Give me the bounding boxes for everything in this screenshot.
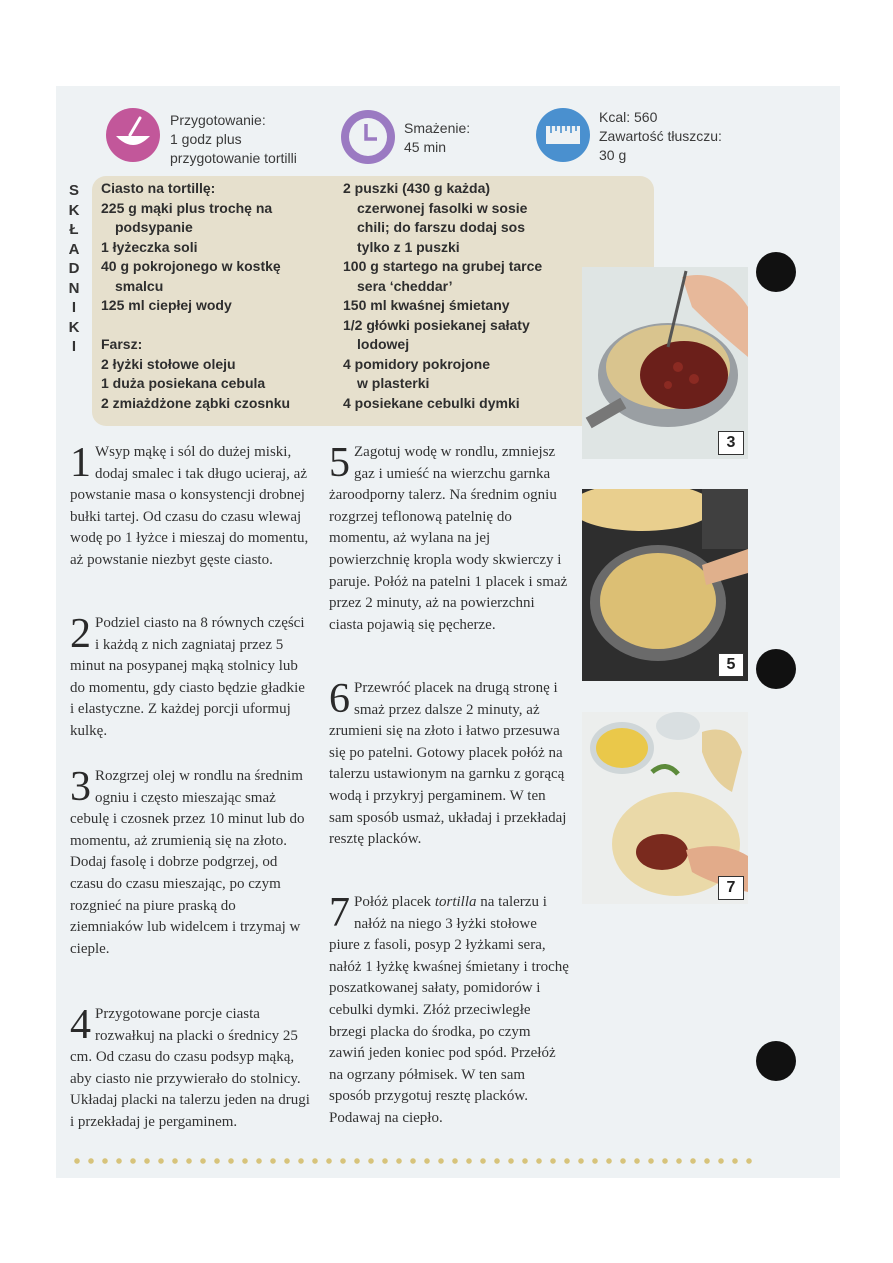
step-2 <box>70 613 310 743</box>
step-text: Przewróć placek na drugą stronę i smaż przez dalsze 2 minuty, aż zrumieni się na złoto i łatwo przesuwa się po patelni. Gotowy placek połóż na talerzu ustawionym na garnku z gorącą wodą i przykryj pergaminem. W ten sam sposób usmaż, układaj i przekładaj resztę placków. <box>329 680 567 848</box>
photo-badge: 3 <box>718 431 744 455</box>
step-7-photo <box>582 712 748 904</box>
step-5 <box>329 442 569 636</box>
step-text-continued: na talerzu i nałóż na niego 3 łyżki stołowe piure z fasoli, posyp 2 łyżkami sera, nałóż 1 łyżkę kwaśnej śmietany i trochę poszatkowanej sałaty, pomidorów i cebulki dymki. Złóż przeciwległe brzegi placka do środka, po czym zawiń jeden koniec pod spód. Przełóż na ogrzany półmisek. W ten sam sposób przygotuj resztę placków. Podawaj na ciepło. <box>329 894 569 1126</box>
mixing-bowl-icon <box>106 108 160 162</box>
ingredient-line: 2 łyżki stołowe oleju <box>101 355 236 372</box>
ingredient-line: 2 zmiażdżone ząbki czosnku <box>101 394 291 411</box>
step-5-photo <box>582 489 748 681</box>
ingredients-column-2 <box>343 179 542 413</box>
recipe-page <box>56 86 840 1178</box>
step-text: Przygotowane porcje ciasta rozwałkuj na placki o średnicy 25 cm. Od czasu do czasu podsyp mąką, aby ciasto nie przywierało do stolnicy. Układaj placki na talerzu jeden na drugi i przekładaj je pergaminem. <box>70 1006 310 1130</box>
ingredient-line: chili; do farszu dodaj sos <box>357 219 526 235</box>
step-number: 3 <box>70 764 91 810</box>
ingredient-line: czerwonej fasolki w sosie <box>357 199 528 216</box>
ingredient-line: 125 ml ciepłej wody <box>101 297 232 313</box>
ingredient-line: tylko z 1 puszki <box>357 238 460 255</box>
ingredient-line: 100 g startego na grubej tarce <box>343 258 543 274</box>
frying-time: Smażenie: 45 min <box>404 120 471 155</box>
ingredient-line: 4 pomidory pokrojone <box>343 355 491 372</box>
step-text-emphasis: tortilla <box>434 894 477 910</box>
ingredient-line: Ciasto na tortillę: <box>101 180 216 196</box>
scale-icon <box>536 108 590 162</box>
step-text: Połóż placek <box>354 894 435 910</box>
ingredient-line: lodowej <box>357 336 410 352</box>
binder-hole <box>756 252 796 292</box>
ingredients-label-text: S K Ł A D N I K I <box>68 182 80 355</box>
ingredient-line: 1 łyżeczka soli <box>101 238 198 255</box>
step-text: Zagotuj wodę w rondlu, zmniejsz gaz i umieść na wierzchu garnka żaroodporny talerz. Na średnim ogniu rozgrzej teflonową patelnię do momentu, aż wylana na jej powierzchnię kropla wody skwierczy i paruje. Połóż na patelni 1 placek i smaż przez 2 minuty, aż na powierzchni ciasta pojawią się pęcherze. <box>329 444 568 633</box>
step-1 <box>70 442 310 572</box>
ingredient-line: 150 ml kwaśnej śmietany <box>343 297 510 313</box>
ingredient-line <box>101 316 290 336</box>
step-3 <box>70 766 306 960</box>
step-text: Rozgrzej olej w rondlu na średnim ogniu i często mieszając smaż cebulę i czosnek przez 10 minut lub do momentu, aż zrumienią się na złoto. Dodaj fasolę i dobrze podgrzej, od czasu do czasu mieszając, po czym rozgnieć na piure praską do ziemniaków lub widelcem i trzymaj w cieple. <box>70 768 305 957</box>
ingredient-line: 225 g mąki plus trochę na <box>101 199 273 216</box>
ingredient-line: 1 duża posiekana cebula <box>101 375 266 391</box>
dotted-divider <box>70 1157 760 1165</box>
ingredient-line: sera ‘cheddar’ <box>357 277 453 294</box>
step-number: 5 <box>329 440 350 486</box>
ingredients-label <box>66 181 82 357</box>
photo-badge: 5 <box>718 653 744 677</box>
step-4 <box>70 1004 310 1134</box>
ingredients-column-1 <box>101 179 290 413</box>
step-text: Podziel ciasto na 8 równych części i każdą z nich zagniataj przez 5 minut na posypanej mąką stolnicy lub do momentu, gdy ciasto będzie gładkie i elastyczne. Z każdej porcji uformuj kulkę. <box>70 615 305 739</box>
binder-hole <box>756 649 796 689</box>
clock-icon <box>341 110 395 164</box>
ingredient-line: smalcu <box>115 277 164 294</box>
step-number: 7 <box>329 890 350 936</box>
photo-badge: 7 <box>718 876 744 900</box>
ingredient-line: 40 g pokrojonego w kostkę <box>101 258 281 274</box>
ingredient-line: podsypanie <box>115 219 193 235</box>
ingredient-line: 1/2 główki posiekanej sałaty <box>343 316 530 333</box>
step-6 <box>329 678 569 851</box>
preparation-time: Przygotowanie: 1 godz plus przygotowanie tortilli <box>170 112 297 166</box>
step-7 <box>329 892 569 1130</box>
step-3-photo <box>582 267 748 459</box>
step-number: 1 <box>70 440 91 486</box>
ingredient-line: w plasterki <box>357 375 430 391</box>
ingredient-line: Farsz: <box>101 336 143 352</box>
step-number: 6 <box>329 676 350 722</box>
ingredient-line: 2 puszki (430 g każda) <box>343 180 491 196</box>
step-number: 4 <box>70 1002 91 1048</box>
nutrition-info: Kcal: 560 Zawartość tłuszczu: 30 g <box>599 109 722 163</box>
step-text: Wsyp mąkę i sól do dużej miski, dodaj smalec i tak długo ucieraj, aż powstanie masa o konsystencji drobnej bułki tartej. Od czasu do czasu wlewaj wodę po 1 łyżce i mieszaj do momentu, aż powstanie niezbyt gęste ciasto. <box>70 444 309 568</box>
step-number: 2 <box>70 611 91 657</box>
ingredient-line: 4 posiekane cebulki dymki <box>343 394 520 411</box>
binder-hole <box>756 1041 796 1081</box>
